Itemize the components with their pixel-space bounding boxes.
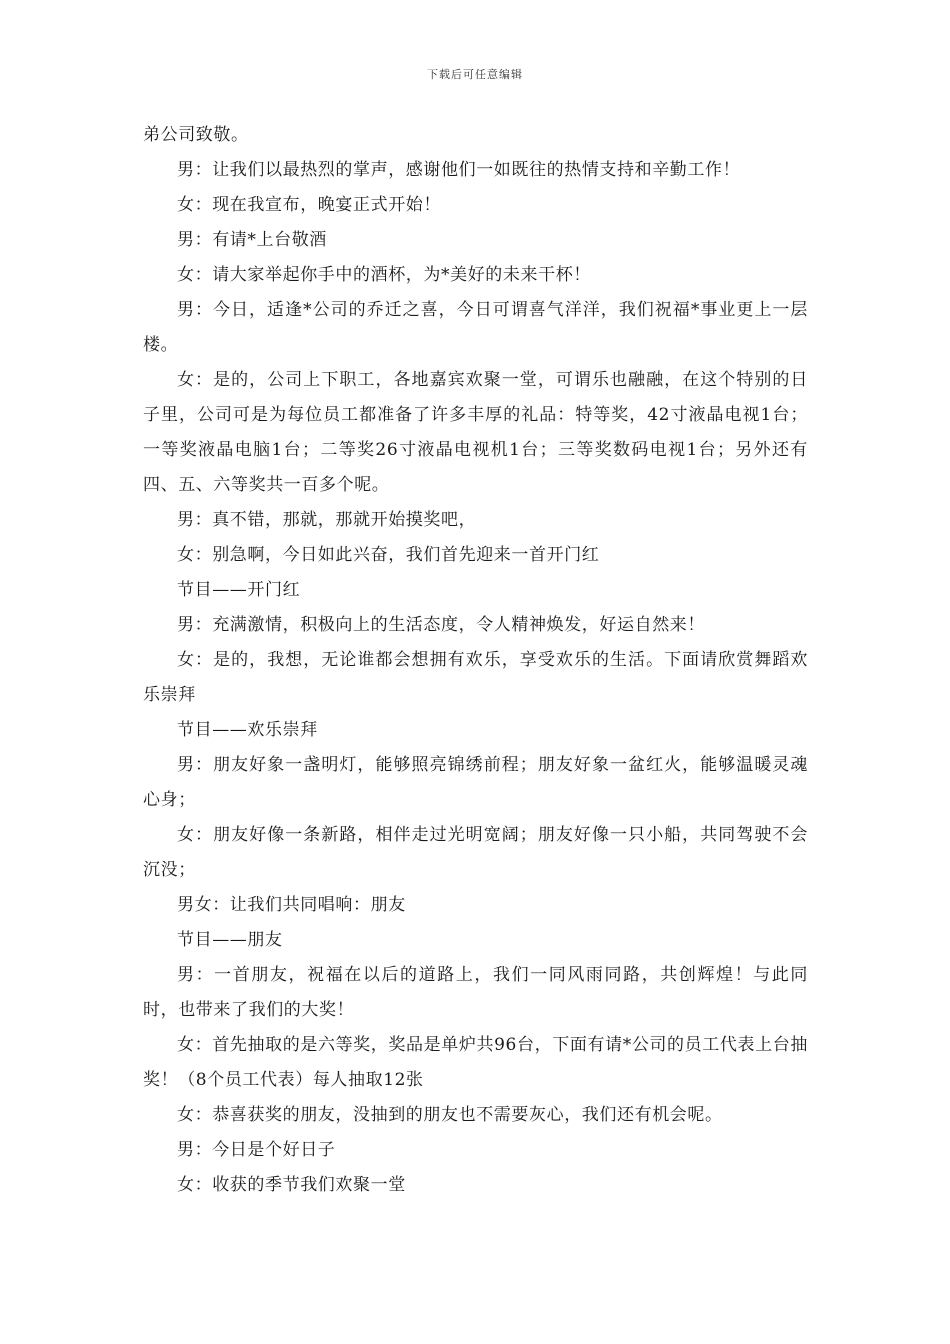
paragraph: 女：是的，公司上下职工，各地嘉宾欢聚一堂，可谓乐也融融，在这个特别的日子里，公司可是为每位员工都准备了许多丰厚的礼品：特等奖，42寸液晶电视1台；一等奖液晶电脑1台；二等奖26寸液晶电视机1台；三等奖数码电视1台；另外还有四、五、六等奖共一百多个呢。 bbox=[143, 370, 808, 495]
program-heading: 节目——开门红 bbox=[177, 580, 301, 600]
paragraph: 男：今日，适逢*公司的乔迁之喜，今日可谓喜气洋洋，我们祝福*事业更上一层楼。 bbox=[143, 300, 808, 355]
paragraph: 弟公司致敬。 bbox=[143, 125, 249, 145]
document-body bbox=[143, 118, 808, 1203]
paragraph: 男：一首朋友，祝福在以后的道路上，我们一同风雨同路，共创辉煌！与此同时，也带来了我们的大奖！ bbox=[143, 965, 808, 1020]
paragraph: 女：别急啊，今日如此兴奋，我们首先迎来一首开门红 bbox=[177, 545, 600, 565]
paragraph: 女：朋友好像一条新路，相伴走过光明宽阔；朋友好像一只小船，共同驾驶不会沉没； bbox=[143, 825, 808, 880]
program-heading: 节目——欢乐崇拜 bbox=[177, 720, 318, 740]
paragraph: 男：充满激情，积极向上的生活态度，令人精神焕发，好运自然来！ bbox=[177, 615, 705, 635]
paragraph: 男：真不错，那就，那就开始摸奖吧， bbox=[177, 510, 477, 530]
paragraph: 女：首先抽取的是六等奖，奖品是单炉共96台，下面有请*公司的员工代表上台抽奖！（8个员工代表）每人抽取12张 bbox=[143, 1035, 808, 1090]
paragraph: 男女：让我们共同唱响：朋友 bbox=[177, 895, 406, 915]
page-header: 下载后可任意编辑 bbox=[427, 68, 523, 81]
paragraph: 男：今日是个好日子 bbox=[177, 1140, 336, 1160]
paragraph: 女：恭喜获奖的朋友，没抽到的朋友也不需要灰心，我们还有机会呢。 bbox=[177, 1105, 723, 1125]
paragraph: 女：收获的季节我们欢聚一堂 bbox=[177, 1175, 406, 1195]
paragraph: 男：让我们以最热烈的掌声，感谢他们一如既往的热情支持和辛勤工作！ bbox=[177, 160, 741, 180]
paragraph: 男：有请*上台敬酒 bbox=[177, 230, 327, 250]
paragraph: 男：朋友好象一盏明灯，能够照亮锦绣前程；朋友好象一盆红火，能够温暖灵魂心身； bbox=[143, 755, 808, 810]
paragraph: 女：请大家举起你手中的酒杯，为*美好的未来干杯！ bbox=[177, 265, 591, 285]
program-heading: 节目——朋友 bbox=[177, 930, 283, 950]
paragraph: 女：是的，我想，无论谁都会想拥有欢乐，享受欢乐的生活。下面请欣赏舞蹈欢乐崇拜 bbox=[143, 650, 808, 705]
paragraph: 女：现在我宣布，晚宴正式开始！ bbox=[177, 195, 441, 215]
